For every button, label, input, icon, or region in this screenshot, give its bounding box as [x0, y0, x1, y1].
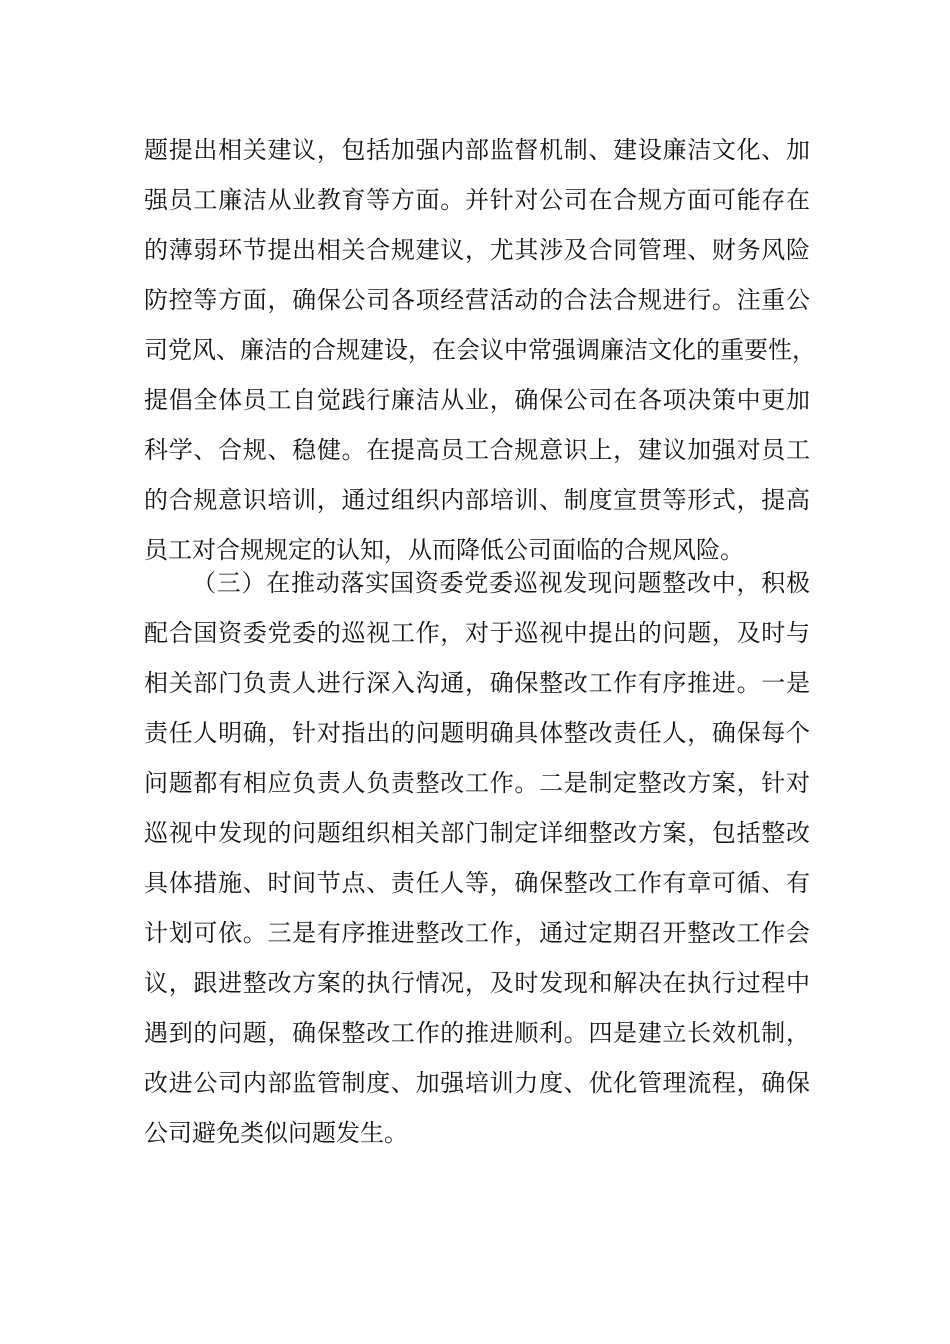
- text-line: 责任人明确，针对指出的问题明确具体整改责任人，确保每个: [144, 719, 810, 747]
- text-line: 员工对合规规定的认知，从而降低公司面临的合规风险。: [144, 536, 744, 564]
- text-line: 具体措施、时间节点、责任人等，确保整改工作有章可循、有: [144, 869, 810, 897]
- text-line: 议，跟进整改方案的执行情况，及时发现和解决在执行过程中: [144, 969, 810, 997]
- text-line: 的薄弱环节提出相关合规建议，尤其涉及合同管理、财务风险: [144, 236, 810, 264]
- text-line: 计划可依。三是有序推进整改工作，通过定期召开整改工作会: [144, 919, 810, 947]
- text-line: 配合国资委党委的巡视工作，对于巡视中提出的问题，及时与: [144, 619, 810, 647]
- text-line: 改进公司内部监管制度、加强培训力度、优化管理流程，确保: [144, 1069, 810, 1097]
- text-line: 强员工廉洁从业教育等方面。并针对公司在合规方面可能存在: [144, 186, 810, 214]
- paragraph-section-three: [144, 558, 810, 1158]
- text-line: 科学、合规、稳健。在提高员工合规意识上，建议加强对员工: [144, 436, 810, 464]
- section-heading-line: （三）在推动落实国资委党委巡视发现问题整改中，积极: [192, 569, 810, 597]
- text-line: 问题都有相应负责人负责整改工作。二是制定整改方案，针对: [144, 769, 810, 797]
- text-line: 巡视中发现的问题组织相关部门制定详细整改方案，包括整改: [144, 819, 810, 847]
- text-line: 的合规意识培训，通过组织内部培训、制度宣贯等形式，提高: [144, 486, 810, 514]
- text-line: 相关部门负责人进行深入沟通，确保整改工作有序推进。一是: [144, 669, 810, 697]
- text-line: 提倡全体员工自觉践行廉洁从业，确保公司在各项决策中更加: [144, 386, 810, 414]
- text-line: 公司避免类似问题发生。: [144, 1119, 408, 1147]
- paragraph-recommendations: [144, 125, 816, 575]
- text-line: 司党风、廉洁的合规建设，在会议中常强调廉洁文化的重要性，: [144, 336, 816, 364]
- text-line: 题提出相关建议，包括加强内部监督机制、建设廉洁文化、加: [144, 136, 810, 164]
- text-line: 防控等方面，确保公司各项经营活动的合法合规进行。注重公: [144, 286, 810, 314]
- text-line: 遇到的问题，确保整改工作的推进顺利。四是建立长效机制，: [144, 1019, 810, 1047]
